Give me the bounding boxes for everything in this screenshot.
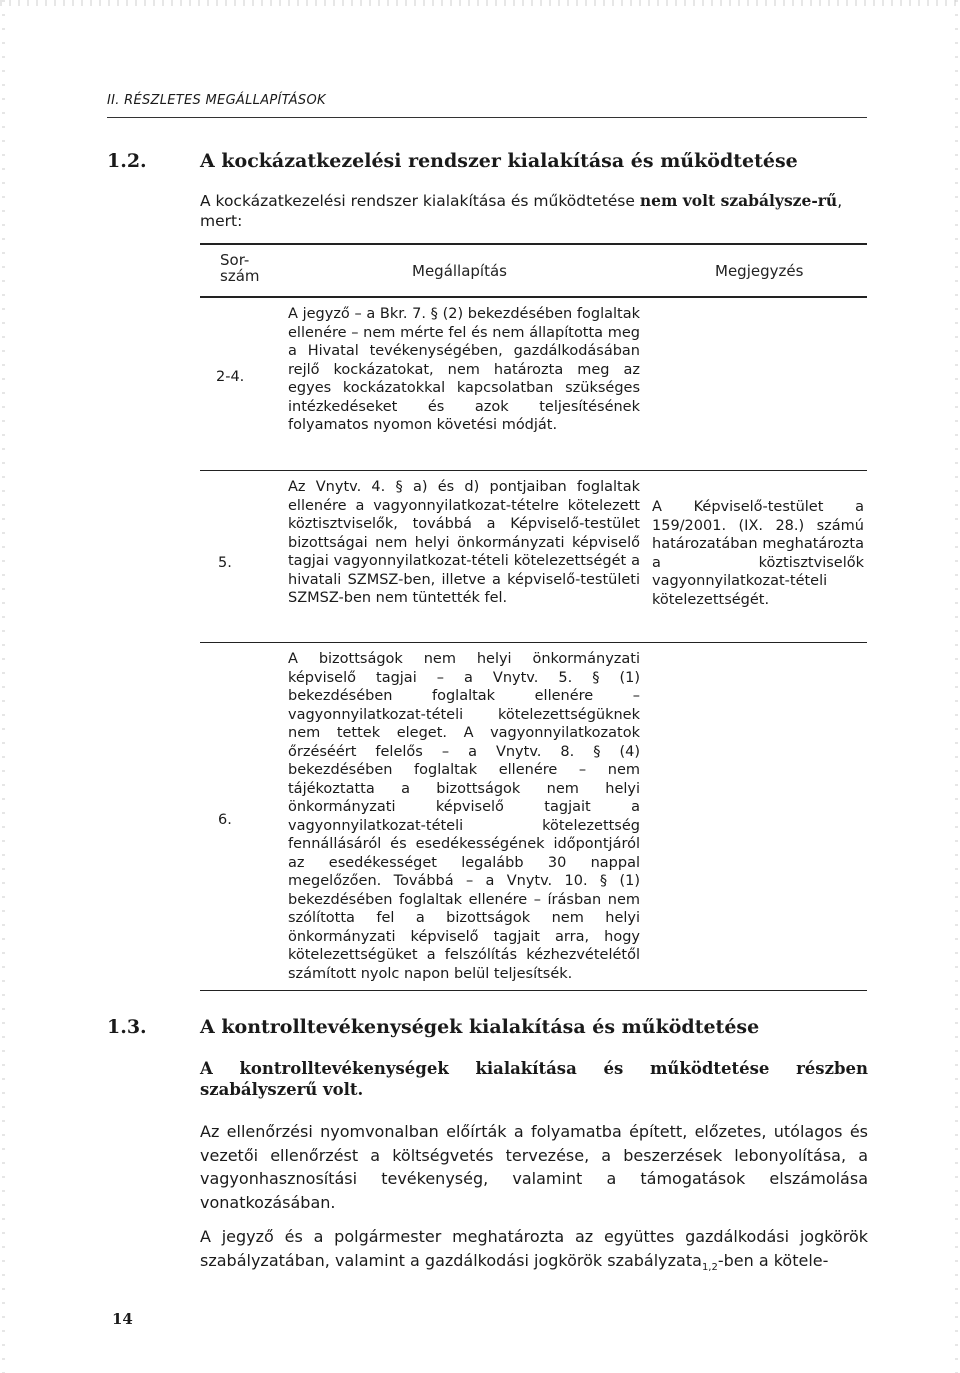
section-12-number: 1.2. [107, 150, 147, 172]
header-number [220, 252, 260, 284]
section-12-title: A kockázatkezelési rendszer kialakítása és működtetése [200, 150, 798, 172]
paragraph-2-subscript: 1,2 [701, 1261, 718, 1273]
row-finding: A jegyző – a Bkr. 7. § (2) bekezdésében foglaltak ellenére – nem mérte fel és nem állapította meg a Hivatal tevékenységében, gazdálkodásában rejlő kockázatokat, nem határozta meg az egyes kockázatokkal kapcsolatban szükséges intézkedéseket és azok teljesítésének folyamatos nyomon követési módját. [288, 306, 640, 433]
header-finding: Megállapítás [412, 262, 507, 280]
section-13-paragraph-2 [200, 1225, 868, 1279]
row-number: 2-4. [216, 369, 245, 385]
row-finding: A bizottságok nem helyi önkormányzati képviselő tagjai – a Vnytv. 5. § (1) bekezdésében foglaltak ellenére – vagyonnyilatkozat-tételi kötelezettségüknek nem tettek eleget. A vagyonnyilatkozatok őrzéséért felelős – a Vnytv. 8. § (4) bekezdésében foglaltak ellenére – nem tájékoztatta a bizottságok nem helyi önkormányzati képviselő tagjait a vagyonnyilatkozat-tételi kötelezettség fennállásáról és esedékességének időpontjáról az esedékességet legalább 30 nappal megelőzően. Továbbá – a Vnytv. 10. § (1) bekezdésében foglaltak ellenére – írásban nem szólította fel a bizottságok nem helyi önkormányzati képviselő tagjait arra, hogy kötelezettségüket a felszólítás kézhezvételétől számított nyolc napon belül teljesítsék. [288, 651, 640, 982]
page-number: 14 [112, 1310, 133, 1328]
row-separator [200, 470, 867, 471]
scan-top-noise [0, 0, 960, 6]
row-number: 6. [218, 812, 232, 828]
table-bottom-rule [200, 990, 867, 991]
table-top-rule [200, 243, 867, 245]
header-rule [107, 117, 867, 118]
row-number: 5. [218, 555, 232, 571]
section-13-paragraph-1: Az ellenőrzési nyomvonalban előírták a folyamatba épített, előzetes, utólagos és vezetői ellenőrzést a költségvetés tervezése, a beszerzések lebonyolítása, a vagyonhasznosítási tevékenység, valamint a támogatások elszámolása vonatkozásában. [200, 1122, 868, 1212]
scan-right-edge [955, 0, 958, 1373]
row-separator [200, 642, 867, 643]
intro-plain: A kockázatkezelési rendszer kialakítása és működtetése [200, 192, 635, 210]
row-note: A Képviselő-testület a 159/2001. (IX. 28.) számú határozatában meghatározta a köztisztviselők vagyonnyilatkozat-tételi kötelezettségét. [652, 499, 864, 608]
section-13-number: 1.3. [107, 1016, 147, 1038]
header-number-line1: Sor- [220, 251, 250, 269]
header-note: Megjegyzés [715, 262, 804, 280]
running-header: II. RÉSZLETES MEGÁLLAPÍTÁSOK [107, 93, 326, 108]
header-bottom-rule [200, 296, 867, 298]
scan-left-edge [2, 0, 5, 1373]
section-12-intro [200, 191, 860, 231]
paragraph-2-start: A jegyző és a polgármester meghatározta az együttes gazdálkodási jogkörök szabályzatában, valamint a gazdálkodási jogkörök szabályzata [200, 1227, 868, 1270]
intro-end: , mert: [200, 192, 843, 230]
paragraph-2-end: -ben a kötele- [717, 1250, 829, 1270]
intro-bold: nem volt szabálysze-rű [639, 191, 838, 210]
header-number-line2: szám [220, 267, 260, 285]
row-finding: Az Vnytv. 4. § a) és d) pontjaiban foglaltak ellenére a vagyonnyilatkozat-tételre kötelezett köztisztviselők, továbbá a Képviselő-testület bizottságai nem helyi önkormányzati képviselő tagjai vagyonnyilatkozat-tételi kötelezettségét a hivatali SZMSZ-ben, illetve a képviselő-testületi SZMSZ-ben nem tüntették fel. [288, 479, 640, 606]
section-13-subheading: A kontrolltevékenységek kialakítása és működtetése részben szabályszerű volt. [200, 1059, 868, 1099]
section-13-title: A kontrolltevékenységek kialakítása és működtetése [200, 1016, 760, 1038]
